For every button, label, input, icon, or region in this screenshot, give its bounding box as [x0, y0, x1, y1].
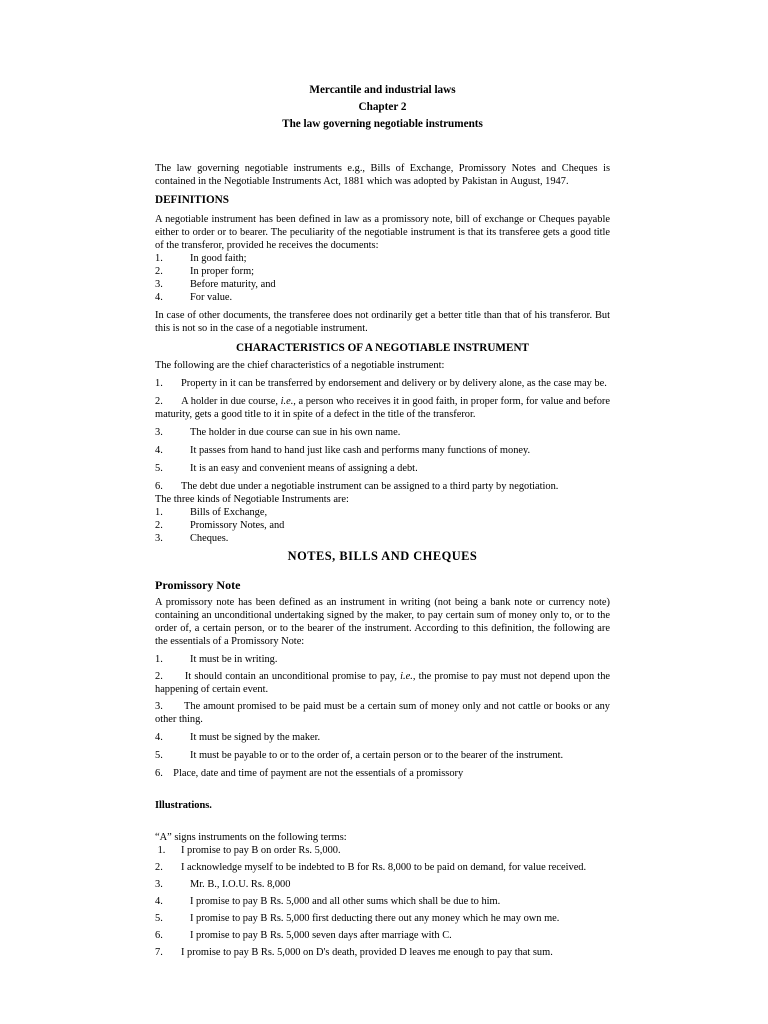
- list-item: 2. In proper form;: [155, 266, 255, 277]
- illustration-item: 7. I promise to pay B Rs. 5,000 on D's death, provided D leaves me enough to pay that sum.: [155, 947, 553, 958]
- essential-item: 5. It must be payable to or to the order of, a certain person or to the bearer of the instrument.: [155, 750, 564, 761]
- illustrations-intro: “A” signs instruments on the following terms:: [155, 832, 347, 843]
- characteristic-item: 1. Property in it can be transferred by endorsement and delivery or by delivery alone, as the case may be.: [155, 378, 607, 389]
- document-body: [155, 82, 610, 959]
- definitions-heading: DEFINITIONS: [155, 194, 229, 206]
- characteristic-item: 2. A holder in due course, i.e., a person who receives it in good faith, in proper form, for value and before maturity, gets a good title to it in spite of a defect in the title of the transferor.: [155, 396, 610, 420]
- intro-paragraph: The law governing negotiable instruments e.g., Bills of Exchange, Promissory Notes and Cheques is contained in the Negotiable Instruments Act, 1881 which was adopted by Pakistan in August, 1947.: [155, 163, 610, 187]
- list-item: 1. Bills of Exchange,: [155, 507, 268, 518]
- doc-title-line1: Mercantile and industrial laws: [309, 84, 456, 96]
- illustration-item: 3. Mr. B., I.O.U. Rs. 8,000: [155, 879, 291, 890]
- doc-title-line2: Chapter 2: [358, 101, 407, 113]
- characteristic-item: 6. The debt due under a negotiable instrument can be assigned to a third party by negotiation.: [155, 481, 559, 492]
- doc-title-line3: The law governing negotiable instruments: [282, 118, 483, 130]
- essential-item: 3. The amount promised to be paid must be a certain sum of money only and not cattle or books or any other thing.: [155, 701, 610, 725]
- essential-item: 2. It should contain an unconditional promise to pay, i.e., the promise to pay must not depend upon the happening of certain event.: [155, 671, 610, 695]
- essential-item: 1. It must be in writing.: [155, 654, 278, 665]
- kinds-list: [155, 506, 610, 545]
- characteristic-item: 4. It passes from hand to hand just like cash and performs many functions of money.: [155, 445, 531, 456]
- list-item: 3. Cheques.: [155, 533, 229, 544]
- list-item: 2. Promissory Notes, and: [155, 520, 285, 531]
- definitions-list: [155, 252, 610, 304]
- illustration-item: 1. I promise to pay B on order Rs. 5,000.: [155, 845, 341, 856]
- characteristic-item: 5. It is an easy and convenient means of assigning a debt.: [155, 463, 418, 474]
- notes-heading: NOTES, BILLS AND CHEQUES: [287, 549, 478, 563]
- kinds-intro: The three kinds of Negotiable Instruments are:: [155, 494, 349, 505]
- promissory-note-heading: Promissory Note: [155, 578, 241, 592]
- definitions-after: In case of other documents, the transferee does not ordinarily get a better title than that of his transferor. But this is not so in the case of a negotiable instrument.: [155, 310, 610, 334]
- list-item: 1. In good faith;: [155, 253, 247, 264]
- illustration-item: 6. I promise to pay B Rs. 5,000 seven days after marriage with C.: [155, 930, 452, 941]
- list-item: 4. For value.: [155, 292, 233, 303]
- promissory-note-paragraph: A promissory note has been defined as an instrument in writing (not being a bank note or currency note) containing an unconditional undertaking signed by the maker, to pay certain sum of money only to, or to the order of, a certain person, or to the bearer of the instrument. According to this definition, the following are the essentials of a Promissory Note:: [155, 597, 610, 647]
- characteristic-item: 3. The holder in due course can sue in his own name.: [155, 427, 401, 438]
- essential-item: 4. It must be signed by the maker.: [155, 732, 321, 743]
- illustration-item: 4. I promise to pay B Rs. 5,000 and all other sums which shall be due to him.: [155, 896, 501, 907]
- illustrations-heading: Illustrations.: [155, 800, 212, 811]
- characteristics-intro: The following are the chief characteristics of a negotiable instrument:: [155, 360, 445, 371]
- definitions-paragraph: A negotiable instrument has been defined in law as a promissory note, bill of exchange or Cheques payable either to order or to bearer. The peculiarity of the negotiable instrument is that its transferee gets a good title of the transferor, provided he receives the documents:: [155, 214, 610, 251]
- illustration-item: 2. I acknowledge myself to be indebted to B for Rs. 8,000 to be paid on demand, for value received.: [155, 862, 587, 873]
- characteristics-heading: CHARACTERISTICS OF A NEGOTIABLE INSTRUMENT: [235, 342, 529, 354]
- essential-item: 6. Place, date and time of payment are not the essentials of a promissory: [155, 768, 464, 779]
- illustration-item: 5. I promise to pay B Rs. 5,000 first deducting there out any money which he may own me.: [155, 913, 560, 924]
- list-item: 3. Before maturity, and: [155, 279, 276, 290]
